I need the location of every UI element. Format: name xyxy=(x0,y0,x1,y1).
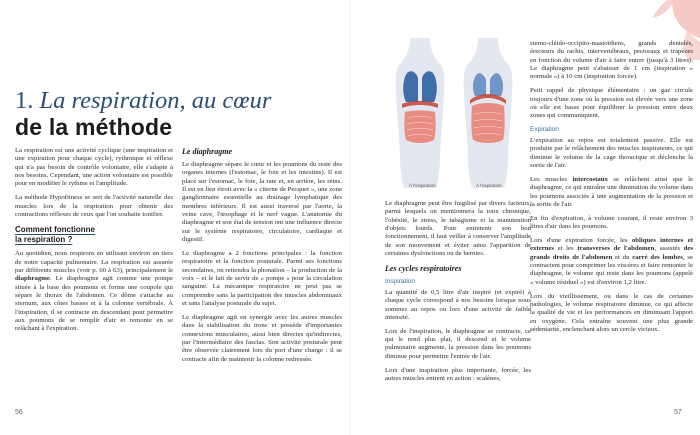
column-2 xyxy=(182,147,342,369)
column-3 xyxy=(385,200,531,383)
text-run: , assistés xyxy=(654,245,684,253)
chapter-title-line1 xyxy=(15,88,271,114)
inspiration-torso-figure xyxy=(390,38,450,188)
paragraph: En fin d'expiration, à volume courant, il reste environ 3 litres d'air dans les poumons. xyxy=(530,214,693,231)
bold-term: transverses de l'abdomen xyxy=(577,245,655,253)
subsection-heading: Les cycles respiratoires xyxy=(385,263,462,273)
chapter-title-text: La respiration, au cœur xyxy=(39,87,272,114)
paragraph: Le diaphragme sépare le cœur et les poumons du reste des organes internes (l'estomac, le foie et les intestins). Il est placé sur l'estomac, le foie, la rate et, en arrière, les reins. Il est en lien étroit avec la « citerne de Pecquet », une zone ganglionnaire essentielle au drainage lymphatique des membres inférieurs. Il est aussi traversé par l'aorte, la veine cave, l'œsophage et le nerf vague. L'anatomie du diaphragme et son état de tension ont une influence directe sur le système respiratoire, circulatoire, cardiaque et digestif. xyxy=(182,161,342,244)
text-run: Au quotidien, nous respirons en utilisant environ un tiers de notre capacité pulmonaire. La respiration est assurée par différents muscles (voir p. 60 à 63), principalement le xyxy=(15,250,173,274)
subsection-heading: Le diaphragme xyxy=(182,147,232,156)
bold-term: des grands droits de l'abdomen xyxy=(530,245,694,261)
paragraph: Le diaphragme a 2 fonctions principales : la fonction respiratoire et la fonction posturale. Parmi ses fonctions secondaires, on retiendra la phonation – la production de la voix – et le fait de servir de « pompe » pour la circulation sanguine. La mécanique respiratoire ne peut pas se comprendre sans la participation des muscles abdominaux et sans l'analyse posturale du sujet. xyxy=(182,249,342,307)
paragraph: sterno-cléido-occipito-mastoïdiens, grands dentelés, érecteurs du rachis, intervertébraux, pectoraux et trapèzes en fonction du volume d'air à faire entrer (jusqu'à 3 litres). Le diaphragme peut s'abaisser de 1 cm (inspiration « normale ») à 10 cm (inspiration forcée). xyxy=(530,40,693,81)
bold-term: diaphragme xyxy=(15,275,50,283)
paragraph: Le diaphragme agit en synergie avec les autres muscles dans la stabilisation du tronc et possède d'importantes connexions musculaires, aussi bien directes qu'indirectes, par l'intermédiaire des fascias. Son activité posturale peut être observée clairement lors du port d'une charge : il se contracte afin de maintenir la colonne redressée. xyxy=(182,313,342,363)
section-heading-line2: la respiration ? xyxy=(15,235,73,245)
text-run: Lors d'une expiration forcée, les xyxy=(530,237,632,245)
bold-term: intercostaux xyxy=(572,175,608,183)
chapter-title xyxy=(15,88,271,140)
figure-caption-inspiration: À l'inspiration xyxy=(409,183,436,188)
figure-caption-expiration: À l'expiration xyxy=(476,183,502,188)
page-number-right: 57 xyxy=(674,409,682,416)
section-heading-line1: Comment fonctionne xyxy=(15,225,95,235)
paragraph xyxy=(530,237,693,287)
paragraph: La quantité de 0,5 litre d'air inspiré (et expiré) à chaque cycle correspond à nos besoins lorsque nous sommes au repos ou lors d'une activité de faible intensité. xyxy=(385,288,531,321)
text-run: et du xyxy=(612,253,633,261)
paragraph: Lors d'une inspiration plus importante, forcée, les autres muscles entrent en action : scalènes, xyxy=(385,366,531,382)
text-run: , se contractent pour comprimer les viscères et faire remonter le diaphragme, le volume qui reste dans les poumons (appelé « volume résiduel ») est d'environ 1,2 litre. xyxy=(530,253,693,286)
column-1 xyxy=(15,147,173,339)
abdomen-organs-shape xyxy=(404,111,435,144)
section-heading xyxy=(15,225,173,245)
paragraph: L'expiration au repos est totalement passive. Elle est produite par le relâchement des muscles inspirateurs, ce qui diminue le volume de la cage thoracique et déclenche la sortie de l'air. xyxy=(530,137,693,170)
chapter-number: 1. xyxy=(15,87,34,114)
text-run: . Le diaphragme agit comme une pompe située à la base des poumons et forme une coupole qui sépare le thorax de l'abdomen. Ce dôme s'attache au sternum, aux côtes basses et à la colonne vertébrale. À l'inspiration, il se contracte en descendant pour permettre aux poumons de se remplir d'air et remonte en se relâchant à l'expiration. xyxy=(15,275,173,333)
column-4 xyxy=(530,40,693,334)
page-number-left: 56 xyxy=(15,409,23,416)
expiration-label: Expiration xyxy=(530,126,559,134)
paragraph: La respiration est une activité cyclique (une inspiration et une expiration pour chaque cycle), rythmique et réflexe qui n'a pas besoin de contrôle volontaire, elle s'adapte à nos besoins. Cependant, une action volontaire est possible pour en modifier le rythme et l'amplitude. xyxy=(15,147,173,188)
text-run: se relâchent ainsi que le diaphragme, ce qui entraîne une diminution du volume dans les poumons associée à une augmentation de la pression et la sortie de l'air. xyxy=(530,175,693,208)
paragraph xyxy=(15,250,173,333)
paragraph xyxy=(530,176,693,209)
paragraph: Le diaphragme peut être fragilisé par divers facteurs, parmi lesquels on mentionnera la toux chronique, l'obésité, le stress, le tabagisme et la manutention d'objets lourds. Pour entretenir son bon fonctionnement, il faut veiller à conserver l'amplitude de son mouvement et éviter ainsi l'apparition de certaines dysfonctions ou de hernies. xyxy=(385,200,531,258)
paragraph: Lors du vieillissement, ou dans le cas de certaines pathologies, le volume respiratoire diminue, ce qui affecte la qualité de vie et les performances en diminuant l'apport en oxygène. Cela entraîne souvent une plus grande sédentarité, enclenchant alors un cercle vicieux. xyxy=(530,292,693,333)
paragraph: La méthode Hypofitness se sert de l'activité naturelle des muscles lors de la respiration pour obtenir des contractions réflexes de ceux que l'on souhaite tonifier. xyxy=(15,194,173,218)
bold-term: obliques internes et externes xyxy=(530,237,693,253)
paragraph: Lors de l'inspiration, le diaphragme se contracte, ce qui le rend plus plat, il descend et le volume pulmonaire augmente, la pression dans les poumons diminue pour permettre l'entrée de l'air. xyxy=(385,327,531,360)
abdomen-organs-shape xyxy=(471,103,504,143)
paragraph: Petit rappel de physique élémentaire : un gaz circule toujours d'une zone où la pression est élevée vers une zone où elle est basse pour équilibrer la pression entre deux zones qui communiquent. xyxy=(530,87,693,120)
bold-term: carré des lombes xyxy=(632,253,683,261)
inspiration-label: Inspiration xyxy=(385,277,415,285)
text-run: Les muscles xyxy=(530,175,573,183)
text-run: et les xyxy=(554,245,578,253)
expiration-torso-figure xyxy=(458,38,518,188)
chapter-title-line2: de la méthode xyxy=(15,114,173,140)
